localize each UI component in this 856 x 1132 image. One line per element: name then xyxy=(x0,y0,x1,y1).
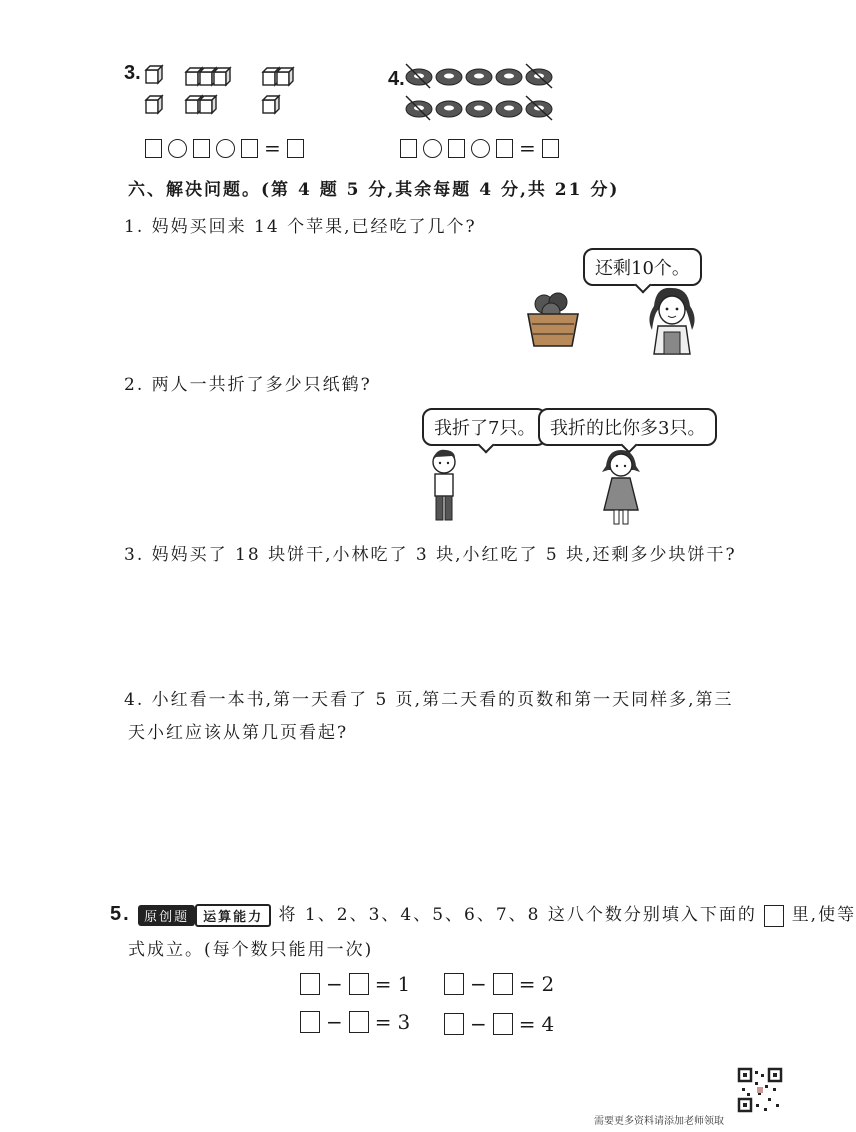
answer-box[interactable] xyxy=(145,139,162,158)
problem-5-text-a: 将 1、2、3、4、5、6、7、8 这八个数分别填入下面的 xyxy=(278,905,757,925)
operator-circle[interactable] xyxy=(423,139,442,158)
problem-4 xyxy=(124,685,733,710)
qr-code-icon xyxy=(738,1068,782,1112)
problem-4-text-line-2: 天小红应该从第几页看起? xyxy=(128,723,349,743)
equals-sign: = xyxy=(264,136,281,160)
fill-equation-2 xyxy=(444,972,554,996)
problem-3-text: 妈妈买了 18 块饼干,小林吃了 3 块,小红吃了 5 块,还剩多少块饼干? xyxy=(151,545,737,565)
answer-box[interactable] xyxy=(349,973,369,995)
operator-circle[interactable] xyxy=(471,139,490,158)
section-title: 六、解决问题。(第 4 题 5 分,其余每题 4 分,共 21 分) xyxy=(128,180,620,200)
problem-5-text-b: 里,使等 xyxy=(791,905,856,925)
speech-bubble-boy: 我折了7只。 xyxy=(422,408,547,446)
answer-box[interactable] xyxy=(193,139,210,158)
equals-sign: = xyxy=(518,1012,536,1036)
problem-1-number: 1. xyxy=(124,217,145,237)
answer-box[interactable] xyxy=(444,973,464,995)
answer-box[interactable] xyxy=(349,1011,369,1033)
girl-figure-icon-2 xyxy=(600,448,642,528)
question-3-number: 3. xyxy=(124,62,141,84)
result-value: 1 xyxy=(397,972,411,996)
skill-tag: 运算能力 xyxy=(195,904,271,927)
problem-3-number: 3. xyxy=(124,545,145,565)
girl-figure-icon xyxy=(640,284,704,356)
equals-sign: = xyxy=(518,972,536,996)
problem-5-text-line-2: 式成立。(每个数只能用一次) xyxy=(128,940,374,960)
operator-circle[interactable] xyxy=(216,139,235,158)
problem-2-text: 两人一共折了多少只纸鹤? xyxy=(151,375,372,395)
problem-5-number: 5. xyxy=(110,903,131,925)
result-value: 3 xyxy=(397,1010,411,1034)
original-tag: 原创题 xyxy=(138,905,195,926)
operator-circle[interactable] xyxy=(168,139,187,158)
answer-box[interactable] xyxy=(448,139,465,158)
minus-sign: − xyxy=(326,1010,343,1034)
problem-4-number: 4. xyxy=(124,690,145,710)
problem-2 xyxy=(124,370,372,395)
problem-1 xyxy=(124,212,477,237)
equals-sign: = xyxy=(374,1010,392,1034)
fill-equation-1 xyxy=(300,972,410,996)
apple-basket-icon xyxy=(526,290,580,350)
q4-equation-boxes xyxy=(400,136,559,160)
answer-box[interactable] xyxy=(300,973,320,995)
result-value: 2 xyxy=(541,972,555,996)
result-value: 4 xyxy=(541,1012,555,1036)
answer-box[interactable] xyxy=(300,1011,320,1033)
answer-box[interactable] xyxy=(400,139,417,158)
answer-box[interactable] xyxy=(542,139,559,158)
problem-2-number: 2. xyxy=(124,375,145,395)
answer-box[interactable] xyxy=(241,139,258,158)
answer-box[interactable] xyxy=(493,1013,513,1035)
answer-box[interactable] xyxy=(287,139,304,158)
answer-box[interactable] xyxy=(496,139,513,158)
example-box xyxy=(764,905,784,927)
equals-sign: = xyxy=(374,972,392,996)
answer-box[interactable] xyxy=(444,1013,464,1035)
problem-5 xyxy=(110,900,856,927)
cubes-illustration xyxy=(138,60,318,120)
equals-sign: = xyxy=(519,136,536,160)
donuts-illustration xyxy=(402,62,562,124)
answer-box[interactable] xyxy=(493,973,513,995)
minus-sign: − xyxy=(470,1012,487,1036)
minus-sign: − xyxy=(326,972,343,996)
speech-bubble-girl-2: 我折的比你多3只。 xyxy=(538,408,717,446)
minus-sign: − xyxy=(470,972,487,996)
problem-4-text-line-1: 小红看一本书,第一天看了 5 页,第二天看的页数和第一天同样多,第三 xyxy=(151,690,734,710)
footer-note: 需要更多资料请添加老师领取 xyxy=(594,1116,724,1127)
question-4-number: 4. xyxy=(388,68,405,90)
problem-1-text: 妈妈买回来 14 个苹果,已经吃了几个? xyxy=(151,217,477,237)
boy-figure-icon xyxy=(424,448,464,526)
problem-3 xyxy=(124,540,737,565)
fill-equation-4 xyxy=(444,1012,554,1036)
speech-bubble-girl-1: 还剩10个。 xyxy=(583,248,702,286)
q3-equation-boxes xyxy=(145,136,304,160)
fill-equation-3 xyxy=(300,1010,410,1034)
